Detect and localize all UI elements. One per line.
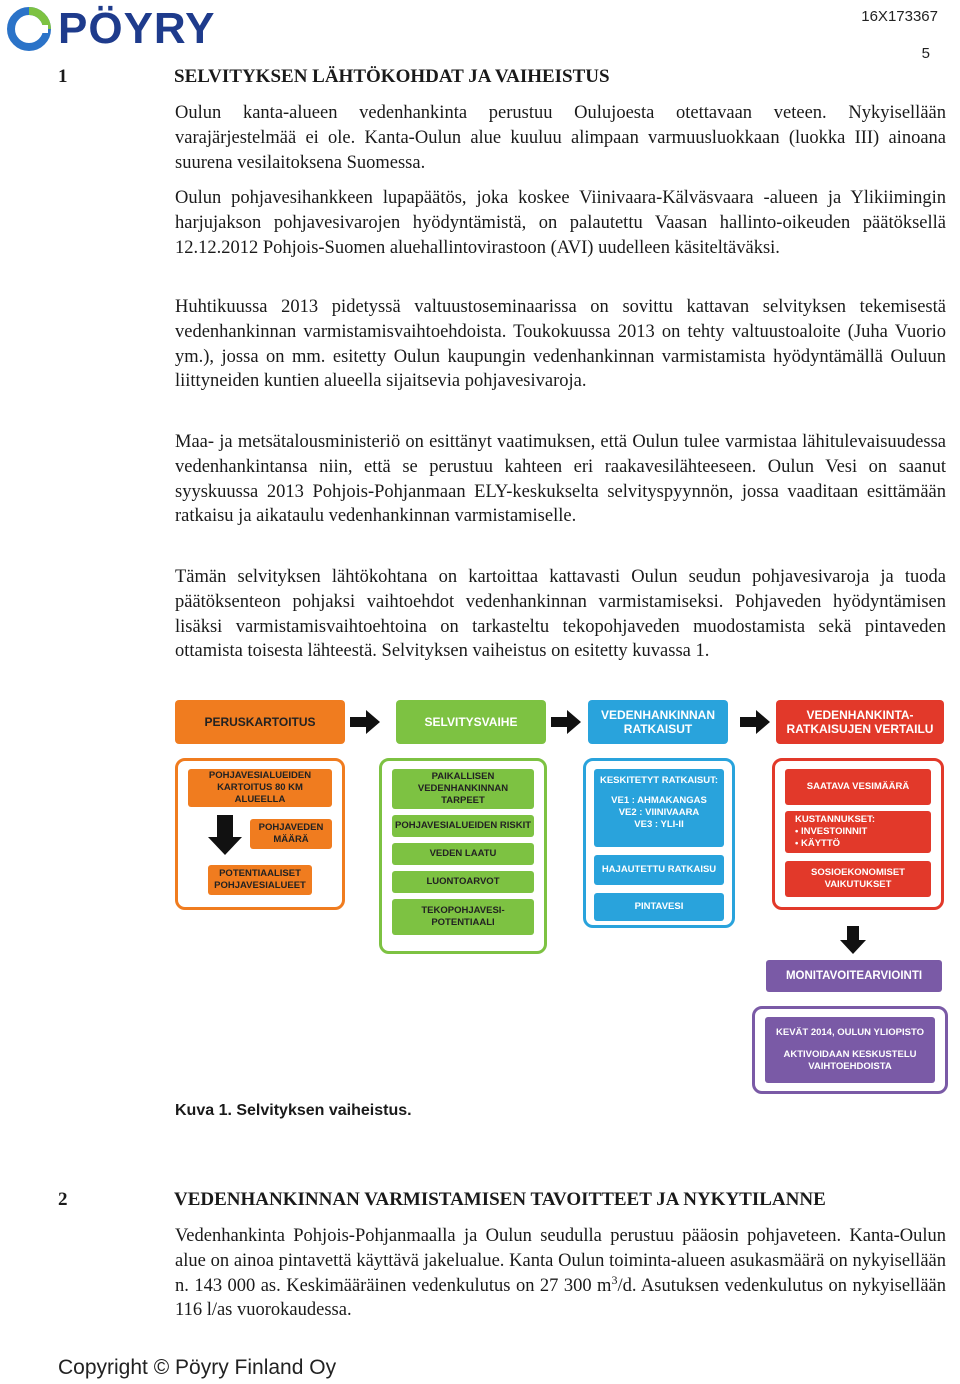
- box-oulun-yliopisto: [765, 1017, 935, 1083]
- keskitetyt-label: KESKITETYT RATKAISUT:: [599, 775, 719, 786]
- box-sosioekonomiset: SOSIOEKONOMISET VAIKUTUKSET: [785, 861, 931, 897]
- box-pintavesi: PINTAVESI: [594, 893, 724, 921]
- aktivoidaan-label: AKTIVOIDAAN KESKUSTELU VAIHTOEHDOISTA: [783, 1049, 917, 1072]
- paragraph: Maa- ja metsätalousministeriö on esittänyt vaatimuksen, että Oulun tulee varmistaa lähitulevaisuudessa vedenhankintansa niin, että se perustuu kahteen eri raakavesilähteeseen. Oulun Vesi on saanut syyskuussa 2013 Pohjois-Pohjanmaan ELY-keskukselta selvityspyynnön, jossa vaaditaan esittämään ratkaisu ja aikataulu vedenhankinnan varmistamiselle.: [175, 432, 946, 527]
- column-ratkaisut: [583, 758, 735, 928]
- kaytto-label: • KÄYTTÖ: [795, 838, 841, 849]
- column-kevat-2014: [752, 1006, 948, 1094]
- kustannukset-label: KUSTANNUKSET:: [795, 814, 876, 825]
- paragraph: Tämän selvityksen lähtökohtana on kartoittaa kattavasti Oulun seudun pohjavesivaroja ja tuoda päätöksenteon pohjaksi vaihtoehdot vedenhankinnan varmistamiseksi. Pohjaveden hyödyntämisen lisäksi varmistamisvaihtoehtoina on tarkasteltu tekopohjaveden muodostamista sekä pintaveden ottamista toisesta lähteestä. Selvityksen vaiheistus on esitetty kuvassa 1.: [175, 567, 946, 662]
- box-pohjaveden-maara: POHJAVEDEN MÄÄRÄ: [250, 819, 332, 849]
- box-potentiaaliset: POTENTIAALISET POHJAVESIALUEET: [208, 865, 312, 895]
- box-kustannukset: [785, 811, 931, 853]
- box-luontoarvot: LUONTOARVOT: [392, 871, 534, 893]
- logo-text: PÖYRY: [58, 4, 216, 53]
- phase-diagram: [172, 700, 948, 1096]
- ve3-label: VE3 : YLI-II: [634, 819, 684, 830]
- header-peruskartoitus: PERUSKARTOITUS: [175, 700, 345, 744]
- ve1-label: VE1 : AHMAKANGAS: [611, 795, 707, 806]
- box-keskitetyt: [594, 769, 724, 847]
- arrow-down-icon: [208, 815, 242, 855]
- header-selvitysvaihe: SELVITYSVAIHE: [396, 700, 546, 744]
- box-paikallinen: PAIKALLISEN VEDENHANKINNAN TARPEET: [392, 769, 534, 809]
- page-number: 5: [921, 45, 930, 62]
- box-kartoitus: POHJAVESIALUEIDEN KARTOITUS 80 KM ALUEELLA: [188, 769, 332, 807]
- box-vesimaara: SAATAVA VESIMÄÄRÄ: [785, 769, 931, 805]
- column-peruskartoitus: [175, 758, 345, 910]
- arrow-right-icon: [740, 710, 770, 734]
- investoinnit-label: • INVESTOINNIT: [795, 826, 868, 837]
- paragraph: Oulun kanta-alueen vedenhankinta perustuu Oulujoesta otettavaan veteen. Nykyisellään varajärjestelmää ei ole. Kanta-Oulun alue kuuluu alimpaan varmuusluokkaan (luokka III) ainoana suurena vesilaitoksena Suomessa.: [175, 103, 946, 173]
- section-2-title: VEDENHANKINNAN VARMISTAMISEN TAVOITTEET JA NYKYTILANNE: [174, 1189, 826, 1210]
- copyright-footer: Copyright © Pöyry Finland Oy: [58, 1356, 337, 1379]
- document-number: 16X173367: [861, 8, 938, 25]
- kevat-label: KEVÄT 2014, OULUN YLIOPISTO: [776, 1027, 924, 1038]
- box-riskit: POHJAVESIALUEIDEN RISKIT: [392, 815, 534, 837]
- paragraph: Oulun pohjavesihankkeen lupapäätös, joka koskee Viinivaara-Kälväsvaara -alueen ja Ylikiimingin harjujakson pohjavesivarojen hyödyntämistä, on palautettu Vaasan hallinto-oikeuden päätöksellä 12.12.2012 Pohjois-Suomen aluehallintovirastoon (AVI) uudelleen käsiteltäväksi.: [175, 188, 946, 258]
- section-2-number: 2: [58, 1189, 68, 1210]
- paragraph: Huhtikuussa 2013 pidetyssä valtuustoseminaarissa on sovittu kattavan selvityksen tekemisestä vedenhankinnan varmistamisvaihtoehdoista. Toukokuussa 2013 on tehty valtuustoaloite (Juha Vuorio ym.), jossa on mm. esitetty Oulun kaupungin vedenhankinnan varmistamista hyödyntämällä Ouluun liittyneiden kuntien alueella sijaitsevia pohjavesivaroja.: [175, 297, 946, 392]
- arrow-right-icon: [350, 710, 380, 734]
- box-monitavoitearviointi: MONITAVOITEARVIOINTI: [766, 960, 942, 992]
- arrow-right-icon: [551, 710, 581, 734]
- header-ratkaisut: VEDENHANKINNAN RATKAISUT: [588, 700, 728, 744]
- section-1-number: 1: [58, 66, 68, 87]
- poyry-logo: [6, 6, 215, 52]
- poyry-logo-icon: [6, 6, 52, 52]
- box-tekopohjavesi: TEKOPOHJAVESI-POTENTIAALI: [392, 899, 534, 935]
- ve2-label: VE2 : VIINIVAARA: [618, 807, 700, 818]
- arrow-down-icon: [840, 926, 866, 954]
- box-veden-laatu: VEDEN LAATU: [392, 843, 534, 865]
- column-selvitysvaihe: [379, 758, 547, 954]
- header-vertailu: VEDENHANKINTA-RATKAISUJEN VERTAILU: [776, 700, 944, 744]
- paragraph: Vedenhankinta Pohjois-Pohjanmaalla ja Oulun seudulla perustuu pääosin pohjaveteen. Kanta-Oulun alue on ainoa pintavettä käyttävä jakelualue. Kanta Oulun toiminta-alueen asukasmäärä on nykyisellään n. 143 000 as. Keskimääräinen vedenkulutus on 27 300 $m^3/d$. Asutuksen vedenkulutus on nykyisellään 116 l/as vuorokaudessa.: [175, 1226, 946, 1321]
- section-1-title: SELVITYKSEN LÄHTÖKOHDAT JA VAIHEISTUS: [174, 66, 610, 87]
- figure-caption: Kuva 1. Selvityksen vaiheistus.: [175, 1102, 412, 1119]
- box-hajautettu: HAJAUTETTU RATKAISU: [594, 855, 724, 885]
- column-vertailu: [772, 758, 944, 910]
